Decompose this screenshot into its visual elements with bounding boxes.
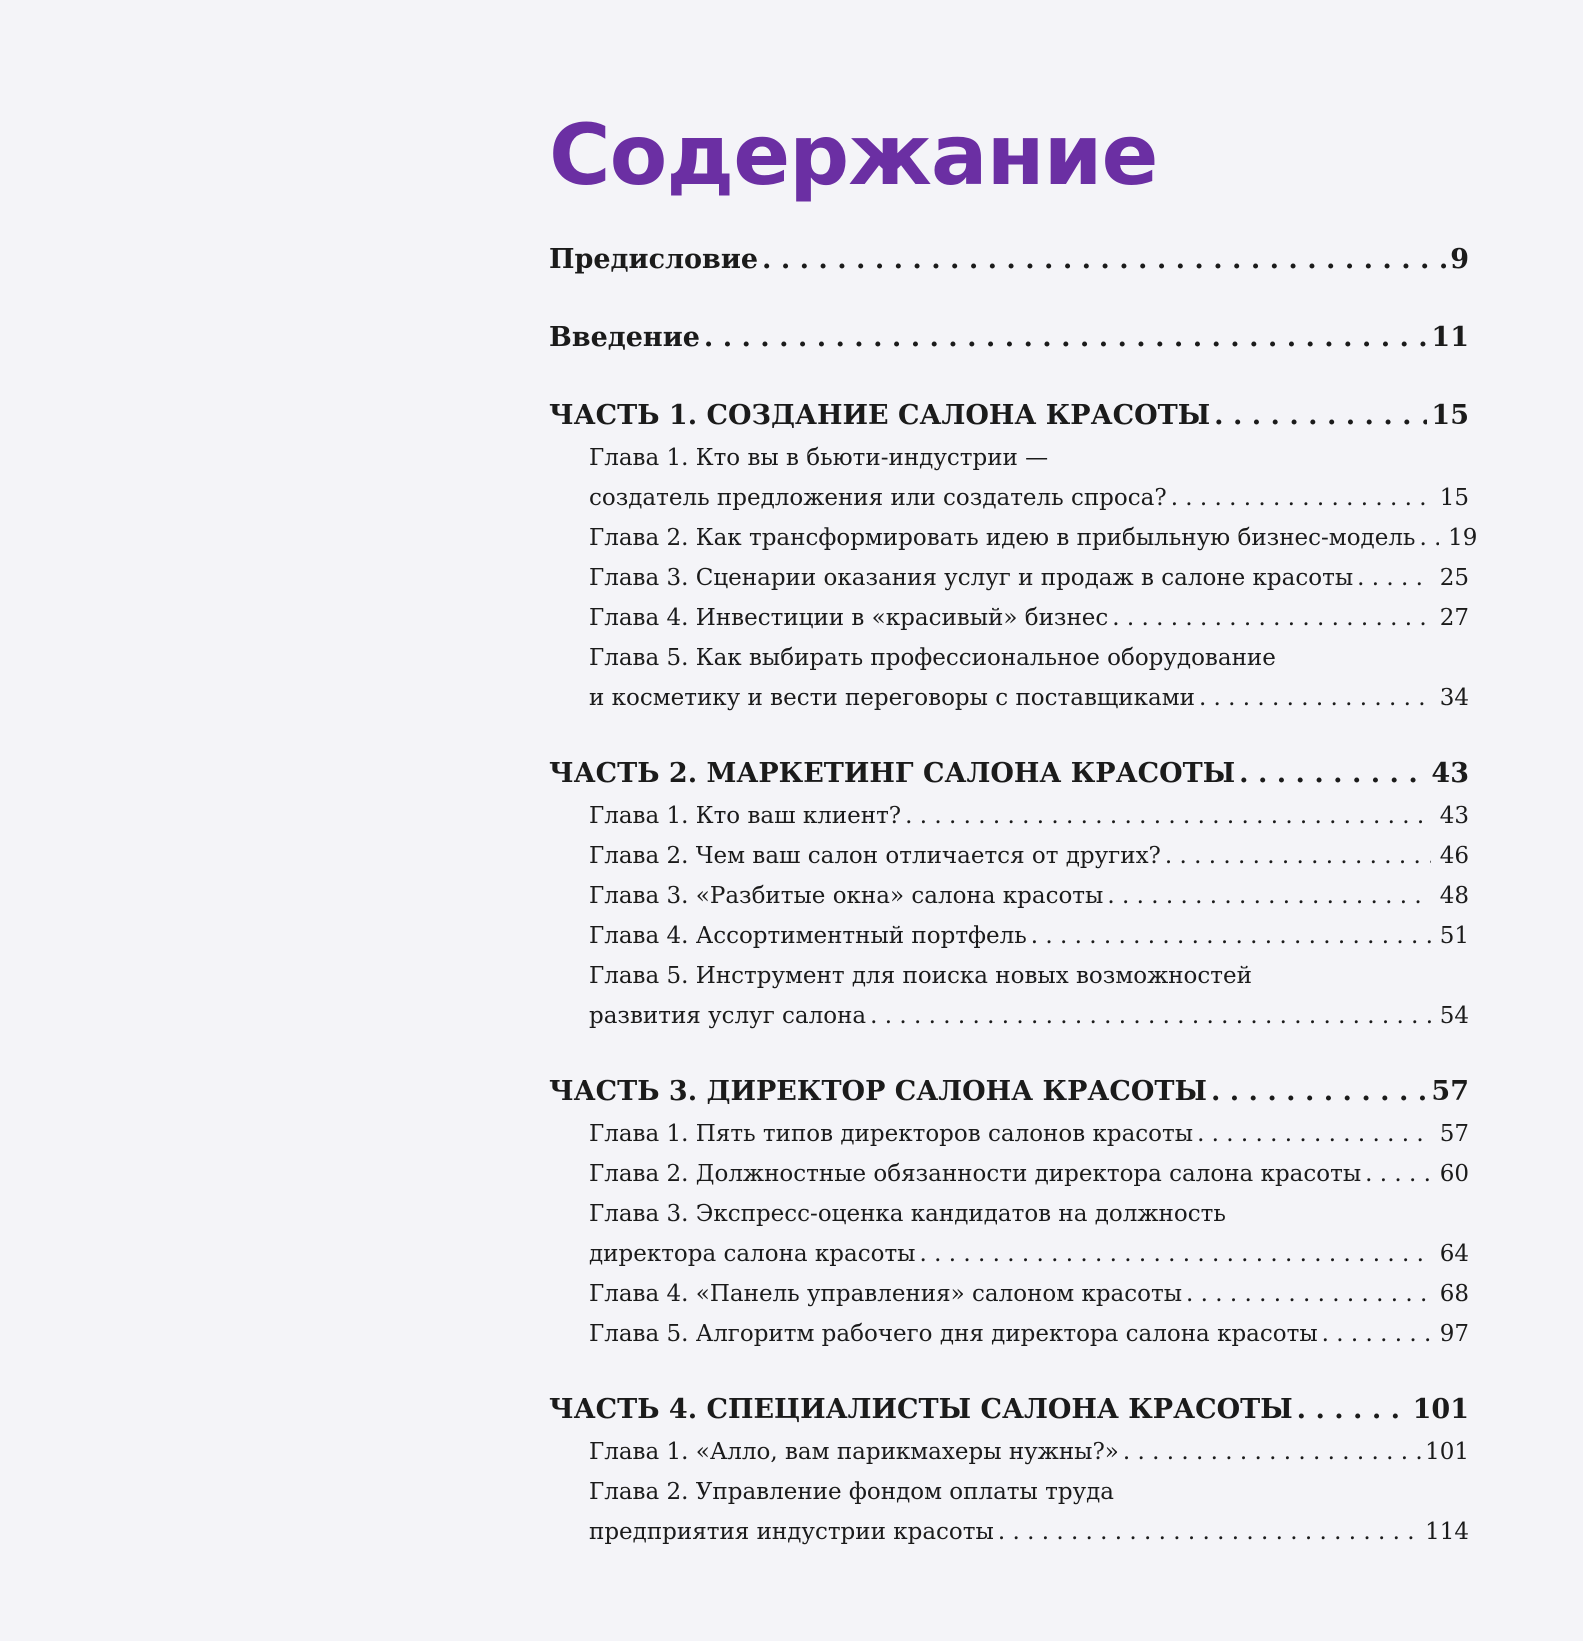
chapter-page: 60 <box>1439 1161 1469 1187</box>
chapter-page: 46 <box>1439 843 1469 869</box>
chapter-title: предприятия индустрии красоты <box>589 1519 994 1545</box>
chapter-title: Глава 4. Ассортиментный портфель <box>589 923 1027 949</box>
toc-chapter[interactable] <box>549 1114 1469 1154</box>
chapter-title-line1: Глава 5. Как выбирать профессиональное оборудование <box>589 645 1276 671</box>
leader-dots <box>1357 558 1431 598</box>
toc-chapter[interactable] <box>549 836 1469 876</box>
part-page: 43 <box>1431 758 1469 789</box>
part-title: ЧАСТЬ 1. СОЗДАНИЕ САЛОНА КРАСОТЫ <box>549 400 1211 431</box>
toc-chapter[interactable] <box>549 1472 1469 1552</box>
chapter-page: 101 <box>1425 1439 1469 1465</box>
chapter-page: 68 <box>1439 1281 1469 1307</box>
leader-dots <box>1419 518 1439 558</box>
part-heading[interactable] <box>549 754 1469 794</box>
part-page: 15 <box>1431 400 1469 431</box>
chapter-page: 15 <box>1439 485 1469 511</box>
chapter-page: 48 <box>1439 883 1469 909</box>
chapter-page: 34 <box>1439 685 1469 711</box>
chapter-title: Глава 4. Инвестиции в «красивый» бизнес <box>589 605 1109 631</box>
chapter-page: 54 <box>1439 1003 1469 1029</box>
entry-page: 11 <box>1431 322 1469 353</box>
leader-dots <box>870 996 1431 1036</box>
chapter-page: 27 <box>1439 605 1469 631</box>
chapter-title: Глава 2. Как трансформировать идею в прибыльную бизнес-модель <box>589 525 1416 551</box>
toc-entry-foreword[interactable] <box>549 240 1469 280</box>
leader-dots <box>1031 916 1431 956</box>
chapter-title: создатель предложения или создатель спроса? <box>589 485 1167 511</box>
part-heading[interactable] <box>549 396 1469 436</box>
chapter-title-line1: Глава 3. Экспресс-оценка кандидатов на должность <box>589 1201 1226 1227</box>
chapter-page: 43 <box>1439 803 1469 829</box>
part-page: 101 <box>1412 1394 1469 1425</box>
toc-part-2 <box>549 754 1469 1036</box>
toc-chapter[interactable] <box>549 438 1469 518</box>
leader-dots <box>1197 1114 1431 1154</box>
leader-dots <box>1365 1154 1431 1194</box>
chapter-page: 51 <box>1439 923 1469 949</box>
toc-chapter[interactable] <box>549 796 1469 836</box>
leader-dots <box>1186 1274 1431 1314</box>
toc-chapter[interactable] <box>549 876 1469 916</box>
leader-dots <box>1214 396 1427 436</box>
chapter-page: 25 <box>1439 565 1469 591</box>
chapter-title: Глава 3. «Разбитые окна» салона красоты <box>589 883 1104 909</box>
chapter-title: Глава 1. Кто ваш клиент? <box>589 803 902 829</box>
chapter-page: 114 <box>1425 1519 1469 1545</box>
toc-chapter[interactable] <box>549 518 1478 558</box>
toc-chapter[interactable] <box>549 598 1469 638</box>
chapter-title: развития услуг салона <box>589 1003 867 1029</box>
part-title: ЧАСТЬ 4. СПЕЦИАЛИСТЫ САЛОНА КРАСОТЫ <box>549 1394 1293 1425</box>
chapter-title-line1: Глава 5. Инструмент для поиска новых возможностей <box>589 963 1252 989</box>
part-title: ЧАСТЬ 3. ДИРЕКТОР САЛОНА КРАСОТЫ <box>549 1076 1207 1107</box>
toc-chapter[interactable] <box>549 638 1469 718</box>
part-title: ЧАСТЬ 2. МАРКЕТИНГ САЛОНА КРАСОТЫ <box>549 758 1236 789</box>
chapter-page: 97 <box>1439 1321 1469 1347</box>
leader-dots <box>920 1234 1432 1274</box>
chapter-title: Глава 4. «Панель управления» салоном красоты <box>589 1281 1183 1307</box>
chapter-title: Глава 2. Должностные обязанности директора салона красоты <box>589 1161 1362 1187</box>
leader-dots <box>1199 678 1431 718</box>
toc-entry-introduction[interactable] <box>549 318 1469 358</box>
chapter-page: 19 <box>1448 525 1478 551</box>
chapter-title: Глава 1. «Алло, вам парикмахеры нужны?» <box>589 1439 1119 1465</box>
leader-dots <box>704 318 1428 358</box>
leader-dots <box>1322 1314 1431 1354</box>
entry-label: Предисловие <box>549 244 759 275</box>
leader-dots <box>1239 754 1427 794</box>
chapter-title: Глава 5. Алгоритм рабочего дня директора салона красоты <box>589 1321 1318 1347</box>
leader-dots <box>1112 598 1431 638</box>
chapter-title: Глава 3. Сценарии оказания услуг и продаж в салоне красоты <box>589 565 1354 591</box>
leader-dots <box>1297 1390 1409 1430</box>
chapter-title-line1: Глава 1. Кто вы в бьюти-индустрии — <box>589 445 1049 471</box>
chapter-title: директора салона красоты <box>589 1241 916 1267</box>
part-heading[interactable] <box>549 1390 1469 1430</box>
toc-part-1 <box>549 396 1478 718</box>
leader-dots <box>1107 876 1431 916</box>
leader-dots <box>1211 1072 1427 1112</box>
toc-chapter[interactable] <box>549 1194 1469 1274</box>
leader-dots <box>1165 836 1431 876</box>
leader-dots <box>998 1512 1421 1552</box>
toc-part-3 <box>549 1072 1469 1354</box>
entry-label: Введение <box>549 322 700 353</box>
toc-chapter[interactable] <box>549 1314 1469 1354</box>
toc-part-4 <box>549 1390 1469 1552</box>
chapter-title-line1: Глава 2. Управление фондом оплаты труда <box>589 1479 1115 1505</box>
toc-chapter[interactable] <box>549 916 1469 956</box>
entry-page: 9 <box>1450 244 1469 275</box>
toc-title: Содержание <box>549 106 1158 204</box>
toc-chapter[interactable] <box>549 558 1469 598</box>
leader-dots <box>1123 1432 1421 1472</box>
toc-chapter[interactable] <box>549 956 1469 1036</box>
part-heading[interactable] <box>549 1072 1469 1112</box>
part-page: 57 <box>1431 1076 1469 1107</box>
leader-dots <box>762 240 1446 280</box>
leader-dots <box>905 796 1431 836</box>
chapter-page: 57 <box>1439 1121 1469 1147</box>
chapter-page: 64 <box>1439 1241 1469 1267</box>
chapter-title: и косметику и вести переговоры с поставщиками <box>589 685 1195 711</box>
toc-chapter[interactable] <box>549 1154 1469 1194</box>
toc-chapter[interactable] <box>549 1274 1469 1314</box>
table-of-contents <box>549 100 1478 1588</box>
leader-dots <box>1171 478 1431 518</box>
chapter-title: Глава 2. Чем ваш салон отличается от других? <box>589 843 1161 869</box>
chapter-title: Глава 1. Пять типов директоров салонов красоты <box>589 1121 1194 1147</box>
toc-chapter[interactable] <box>549 1432 1469 1472</box>
